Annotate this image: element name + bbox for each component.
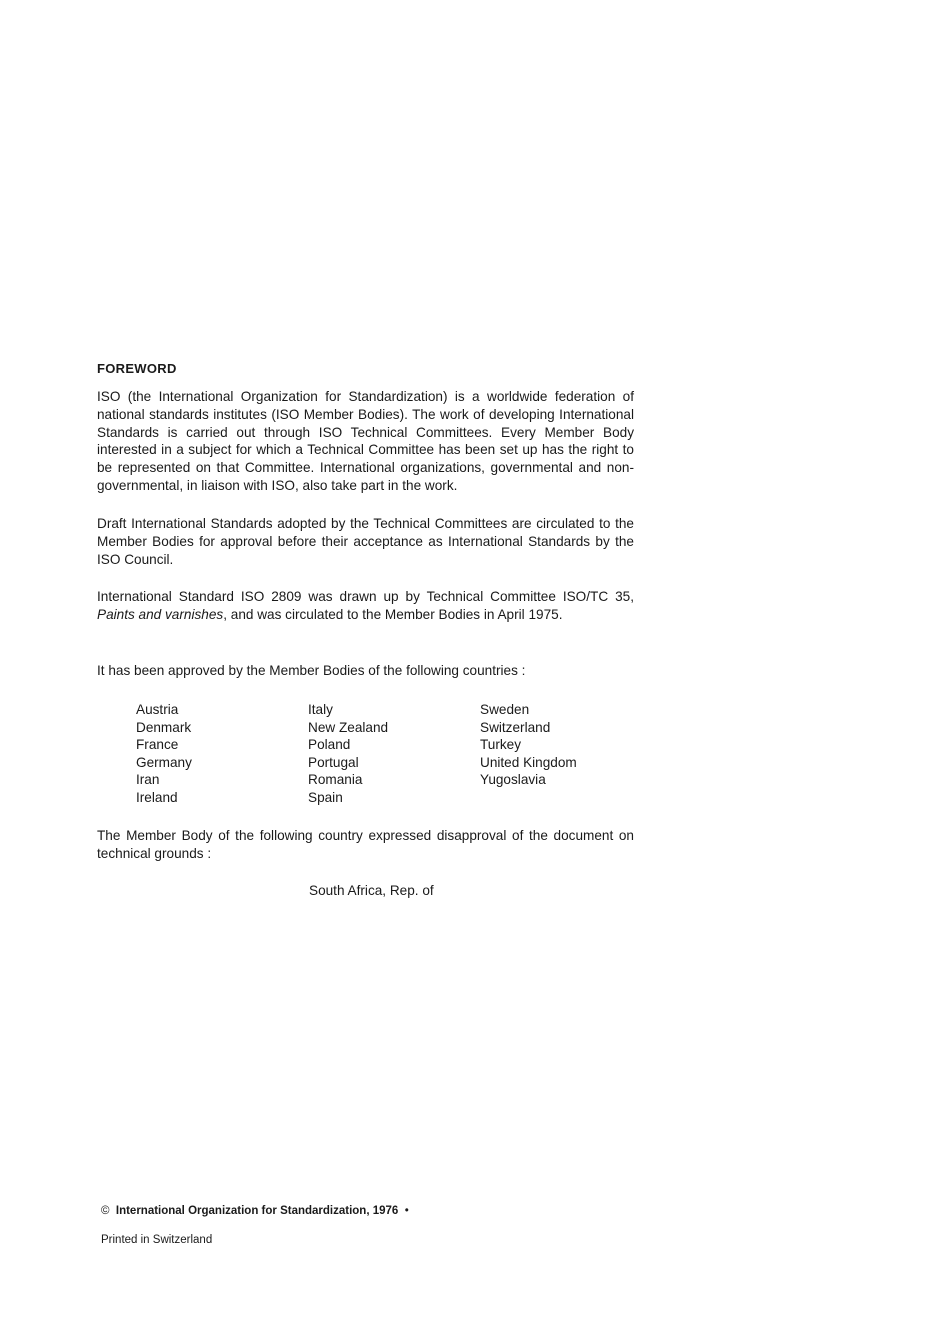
copyright-text: International Organization for Standardization, 1976 <box>115 1205 399 1217</box>
country-item: Ireland <box>136 789 178 805</box>
country-item: Spain <box>308 789 343 805</box>
country-item: Poland <box>308 737 351 753</box>
foreword-paragraph-3 <box>97 588 634 624</box>
country-item: Austria <box>136 702 179 717</box>
foreword-heading: FOREWORD <box>97 361 177 376</box>
country-item: Switzerland <box>480 719 551 735</box>
foreword-paragraph-4: It has been approved by the Member Bodies of the following countries : <box>97 663 526 678</box>
country-item: Denmark <box>136 719 192 735</box>
copyright-line <box>101 1205 409 1217</box>
approving-countries-list <box>136 701 636 811</box>
country-item: France <box>136 737 179 753</box>
para3-text-before: International Standard ISO 2809 was drawn up by Technical Committee ISO/TC 35, <box>97 589 634 604</box>
bullet-icon: • <box>404 1205 409 1217</box>
country-item: Portugal <box>308 754 359 770</box>
country-item: Romania <box>308 772 363 788</box>
country-item: Yugoslavia <box>480 772 546 788</box>
committee-title: Paints and varnishes <box>97 606 224 622</box>
countries-column-1 <box>136 701 192 807</box>
country-item: Iran <box>136 772 160 788</box>
foreword-paragraph-1: ISO (the International Organization for Standardization) is a worldwide federation of national standards institutes (ISO Member Bodies). The work of developing International Standards is carried out through ISO Technical Committees. Every Member Body interested in a subject for which a Technical Committee has been set up has the right to be represented on that Committee. International organizations, governmental and non-governmental, in liaison with ISO, also take part in the work. <box>97 389 634 493</box>
countries-column-2 <box>308 701 388 807</box>
country-item: Turkey <box>480 737 522 753</box>
copyright-icon: © <box>101 1205 110 1217</box>
foreword-paragraph-5: The Member Body of the following country expressed disapproval of the document on technical grounds : <box>97 828 634 861</box>
country-item: Sweden <box>480 702 530 717</box>
country-item: United Kingdom <box>480 754 577 770</box>
country-item: Italy <box>308 702 333 717</box>
country-item: Germany <box>136 754 192 770</box>
country-item: New Zealand <box>308 719 389 735</box>
disapproving-country: South Africa, Rep. of <box>309 883 434 898</box>
printed-in-line: Printed in Switzerland <box>101 1234 213 1246</box>
para3-text-after: , and was circulated to the Member Bodies in April 1975. <box>223 606 563 622</box>
foreword-paragraph-2: Draft International Standards adopted by the Technical Committees are circulated to the Member Bodies for approval before their acceptance as International Standards by the ISO Council. <box>97 516 634 567</box>
countries-column-3 <box>480 701 577 789</box>
